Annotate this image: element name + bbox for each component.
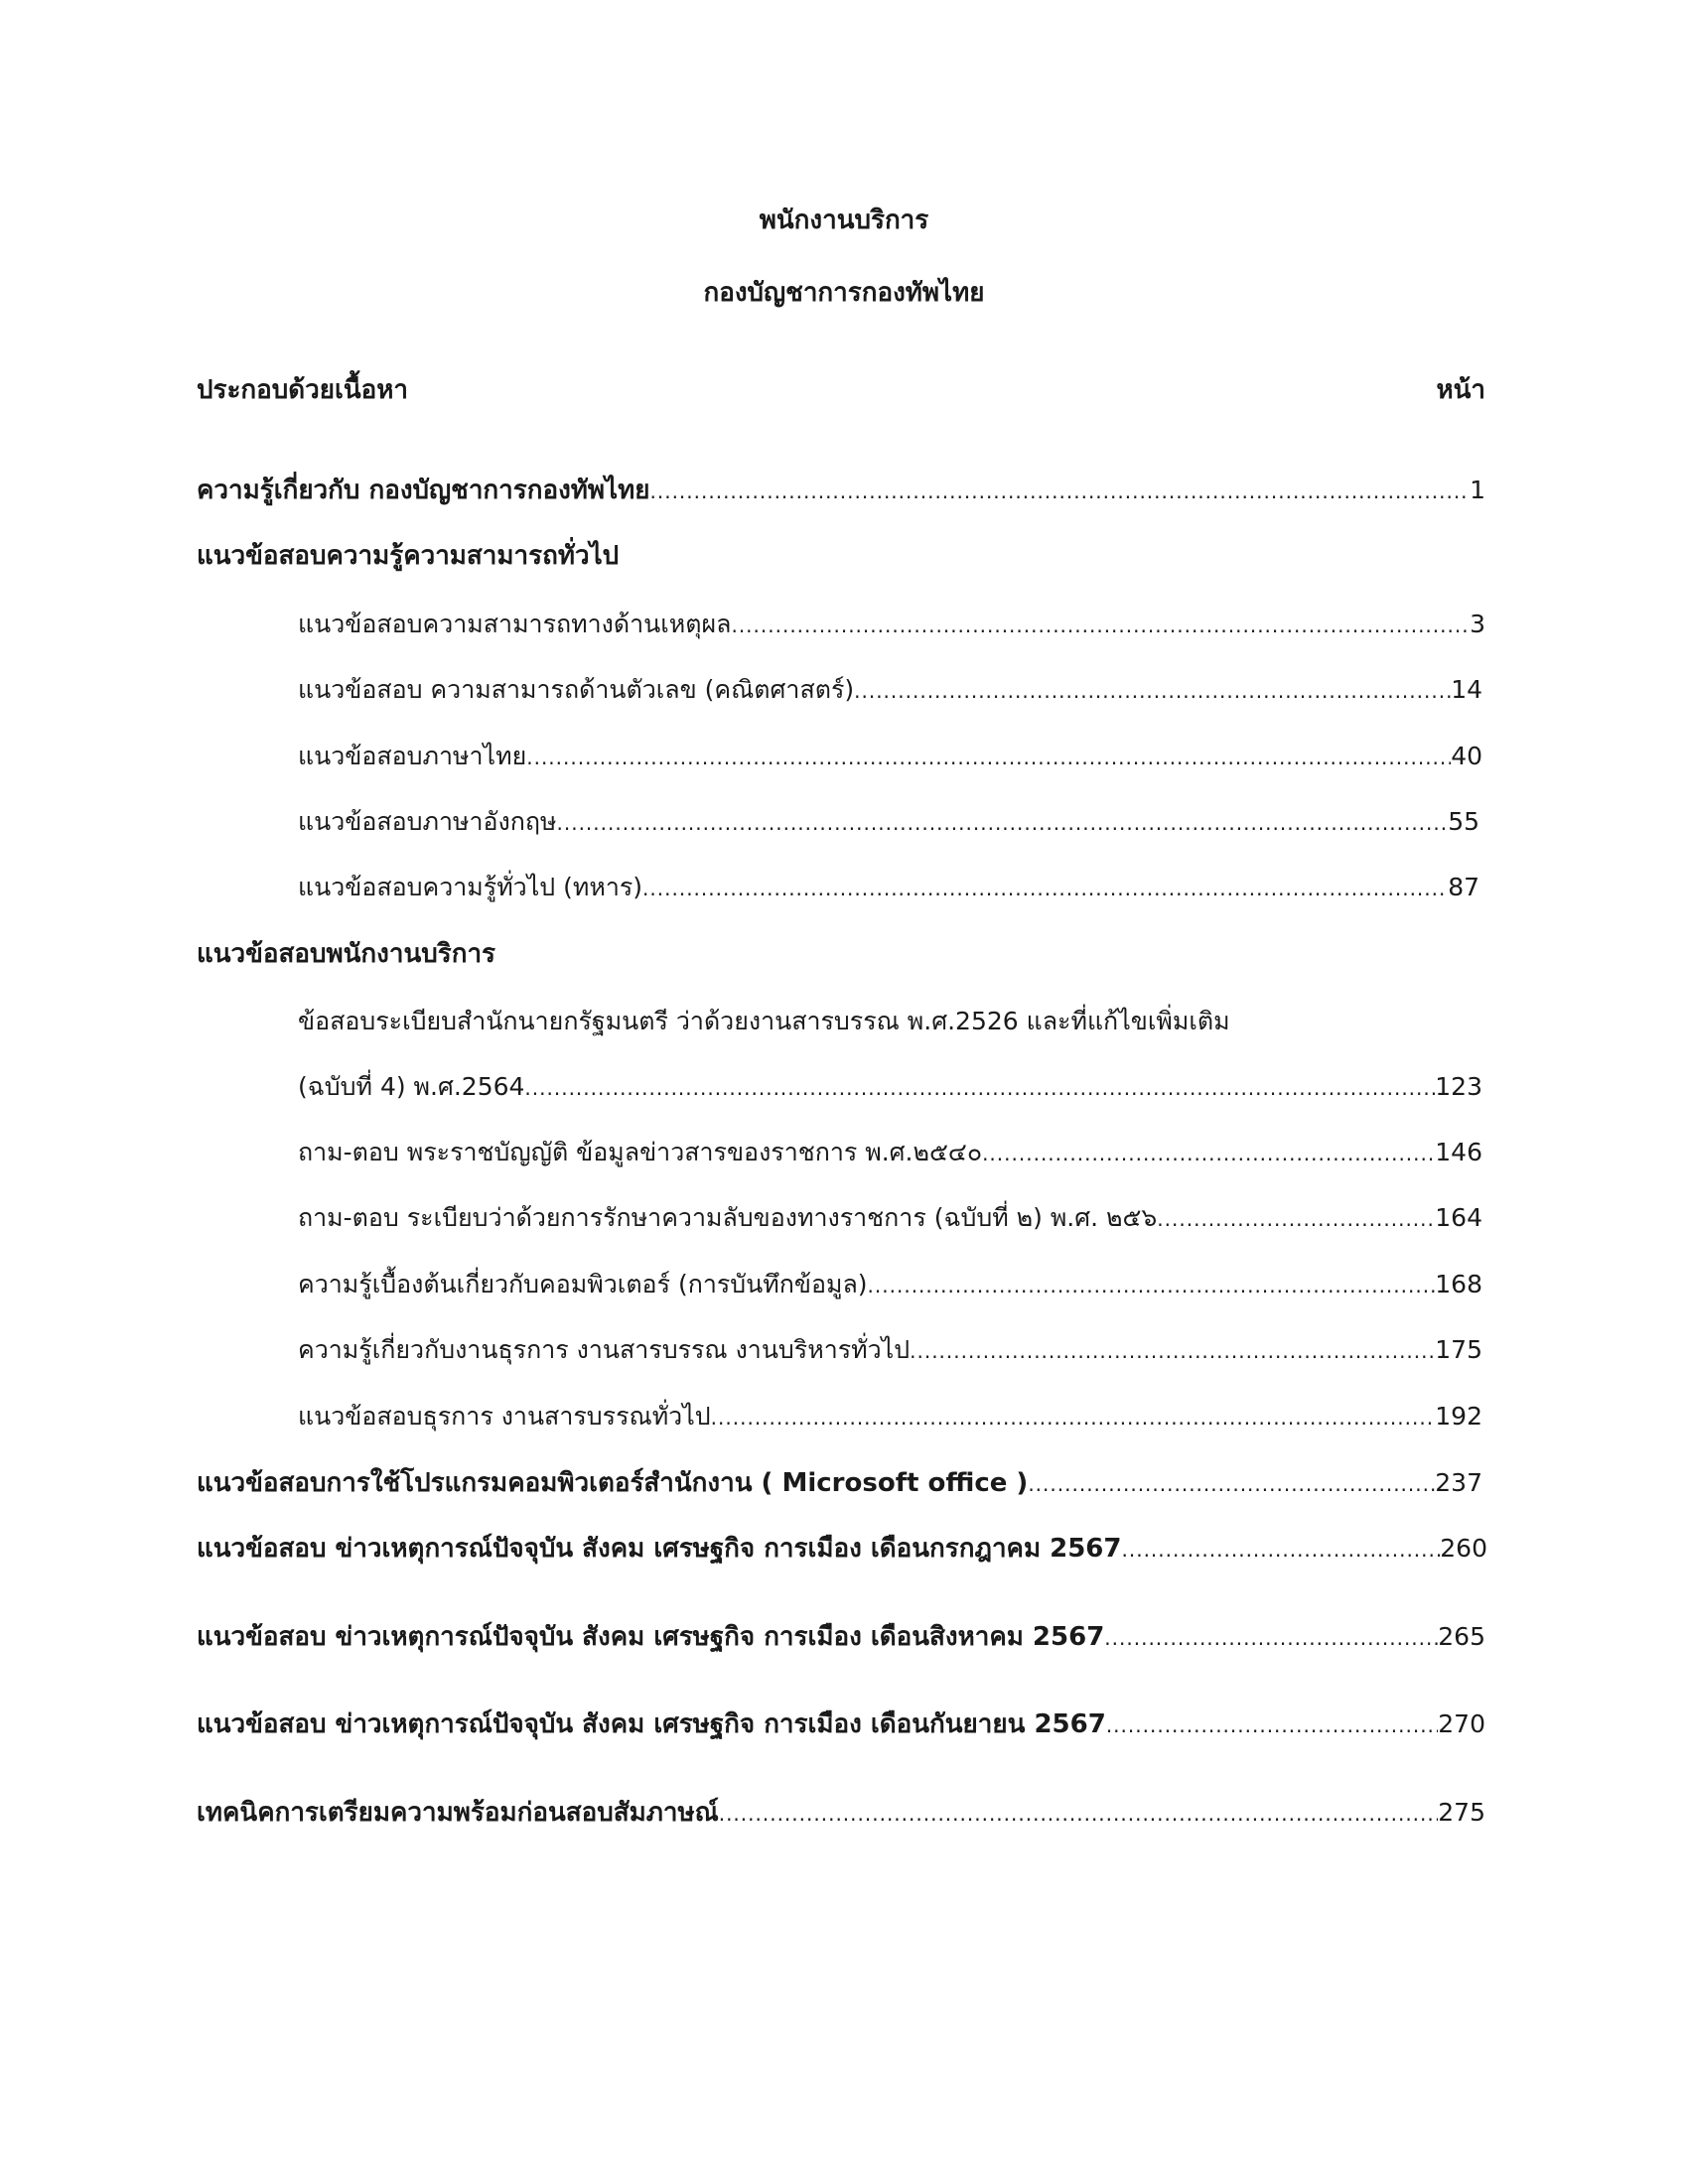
document-subtitle: กองบัญชาการกองทัพไทย [703, 278, 985, 308]
toc-entry-title-line: ข้อสอบระเบียบสำนักนายกรัฐมนตรี ว่าด้วยงานสารบรรณ พ.ศ.2526 และที่แก้ไขเพิ่มเติม [298, 1007, 1230, 1035]
dot-leader [868, 1266, 1436, 1304]
toc-entry-page: 164 [1435, 1203, 1482, 1232]
dot-leader [910, 1331, 1435, 1370]
toc-entry-title: แนวข้อสอบ ข่าวเหตุการณ์ปัจจุบัน สังคม เศรษฐกิจ การเมือง เดือนกรกฎาคม 2567 [197, 1534, 1122, 1564]
toc-entry [298, 1265, 1482, 1304]
toc-entry-page: 55 [1448, 807, 1479, 836]
toc-entry-title: แนวข้อสอบความรู้ทั่วไป (ทหาร) [298, 873, 643, 901]
toc-entry-title: แนวข้อสอบธุรการ งานสารบรรณทั่วไป [298, 1402, 711, 1431]
toc-entry-page: 260 [1440, 1534, 1487, 1563]
section-heading: แนวข้อสอบพนักงานบริการ [197, 939, 496, 969]
toc-entry-title: แนวข้อสอบ ข่าวเหตุการณ์ปัจจุบัน สังคม เศรษฐกิจ การเมือง เดือนสิงหาคม 2567 [197, 1622, 1105, 1652]
toc-entry [197, 1617, 1485, 1657]
toc-entry-page: 168 [1435, 1270, 1482, 1298]
toc-entry [298, 670, 1482, 710]
toc-entry-title: ความรู้เกี่ยวกับงานธุรการ งานสารบรรณ งานบริหารทั่วไป [298, 1335, 911, 1364]
dot-leader [719, 1794, 1439, 1833]
toc-entry-title: แนวข้อสอบ ความสามารถด้านตัวเลข (คณิตศาสตร์) [298, 675, 855, 704]
toc-entry-page: 87 [1448, 873, 1479, 901]
toc-entry-page: 175 [1435, 1335, 1482, 1364]
page-column-heading: หน้า [1436, 375, 1485, 405]
toc-entry-page: 265 [1438, 1622, 1485, 1651]
section-heading: แนวข้อสอบความรู้ความสามารถทั่วไป [197, 541, 620, 571]
dot-leader [557, 803, 1449, 842]
dot-leader [1157, 1199, 1435, 1238]
toc-entry [197, 1529, 1487, 1569]
toc-entry [197, 1793, 1485, 1833]
toc-entry [298, 737, 1482, 776]
toc-entry [298, 802, 1479, 842]
dot-leader [526, 738, 1451, 776]
dot-leader [524, 1068, 1435, 1107]
dot-leader [1028, 1464, 1435, 1503]
toc-entry [298, 1330, 1482, 1370]
contents-heading: ประกอบด้วยเนื้อหา [197, 375, 409, 405]
toc-header [197, 370, 1485, 410]
toc-entry-title: ถาม-ตอบ พระราชบัญญัติ ข้อมูลข่าวสารของราชการ พ.ศ.๒๕๔๐ [298, 1138, 983, 1166]
toc-entry [298, 1198, 1482, 1238]
dot-leader [1122, 1530, 1441, 1569]
toc-entry-page: 14 [1451, 675, 1482, 704]
dot-leader [1106, 1706, 1438, 1744]
toc-entry [298, 1397, 1482, 1436]
toc-entry-page: 237 [1435, 1468, 1482, 1497]
toc-entry-title: แนวข้อสอบภาษาไทย [298, 742, 527, 770]
toc-entry-page: 1 [1470, 476, 1485, 504]
toc-entry [197, 1463, 1482, 1503]
dot-leader [642, 869, 1448, 907]
toc-entry-title: ความรู้เกี่ยวกับ กองบัญชาการกองทัพไทย [197, 476, 650, 505]
toc-entry-page: 40 [1451, 742, 1482, 770]
toc-entry-title: (ฉบับที่ 4) พ.ศ.2564 [298, 1072, 525, 1101]
toc-entry-page: 270 [1438, 1709, 1485, 1738]
dot-leader [854, 671, 1451, 710]
toc-entry-title: แนวข้อสอบ ข่าวเหตุการณ์ปัจจุบัน สังคม เศรษฐกิจ การเมือง เดือนกันยายน 2567 [197, 1709, 1106, 1739]
toc-entry-title: ถาม-ตอบ ระเบียบว่าด้วยการรักษาความลับของทางราชการ (ฉบับที่ ๒) พ.ศ. ๒๕๖ [298, 1203, 1158, 1232]
toc-entry [298, 605, 1485, 644]
toc-entry-title: แนวข้อสอบการใช้โปรแกรมคอมพิวเตอร์สำนักงาน ( Microsoft office ) [197, 1468, 1029, 1498]
toc-entry-page: 123 [1435, 1072, 1482, 1101]
dot-leader [650, 472, 1471, 510]
toc-entry-title: แนวข้อสอบความสามารถทางด้านเหตุผล [298, 610, 732, 638]
toc-entry-page: 146 [1435, 1138, 1482, 1166]
toc-entry [298, 1067, 1482, 1107]
toc-entry-title: แนวข้อสอบภาษาอังกฤษ [298, 807, 557, 836]
toc-entry-title: เทคนิคการเตรียมความพร้อมก่อนสอบสัมภาษณ์ [197, 1798, 719, 1828]
toc-entry-page: 3 [1470, 610, 1485, 638]
toc-entry-title: ความรู้เบื้องต้นเกี่ยวกับคอมพิวเตอร์ (การบันทึกข้อมูล) [298, 1270, 868, 1298]
dot-leader [1104, 1618, 1438, 1657]
dot-leader [982, 1134, 1435, 1172]
toc-entry [298, 1133, 1482, 1172]
dot-leader [731, 606, 1470, 644]
toc-entry-page: 192 [1435, 1402, 1482, 1431]
toc-entry [197, 471, 1485, 510]
toc-entry [197, 1705, 1485, 1744]
document-title: พนักงานบริการ [759, 205, 929, 235]
toc-entry [298, 868, 1479, 907]
dot-leader [711, 1398, 1436, 1436]
toc-entry-page: 275 [1438, 1798, 1485, 1827]
